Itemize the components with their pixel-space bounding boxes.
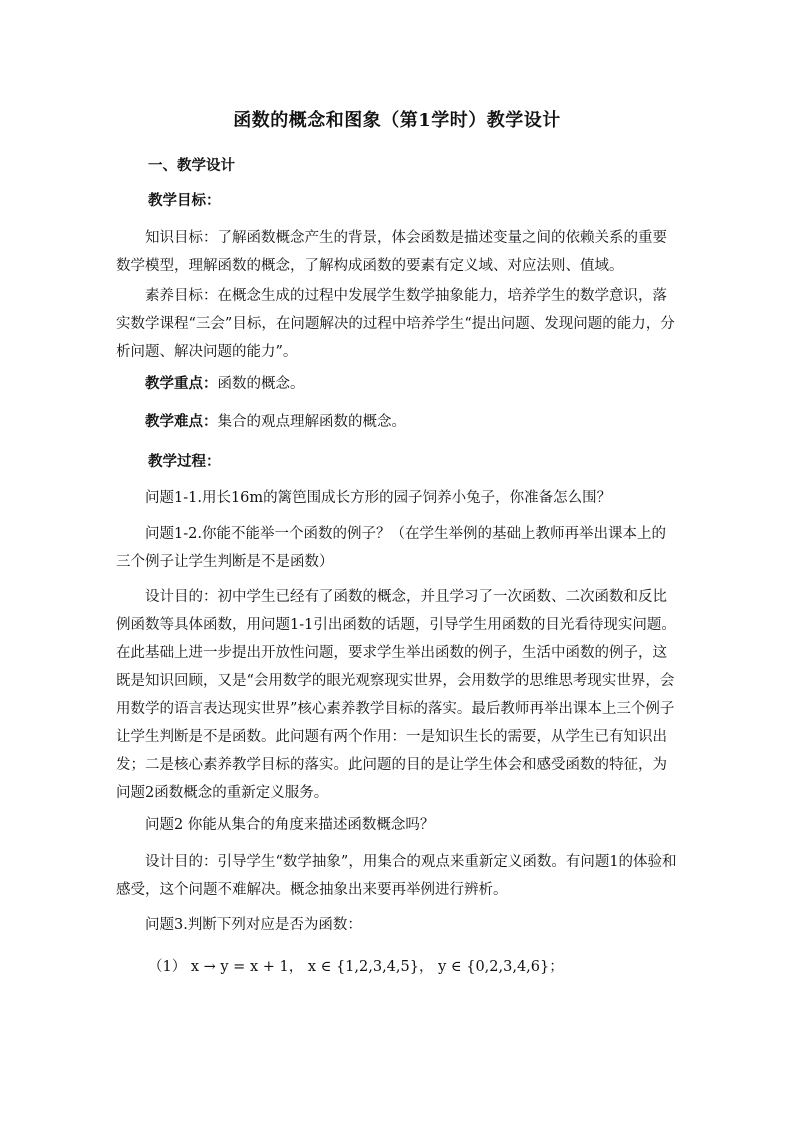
formula-line-1: （1） x → y = x + 1， x ∈ {1,2,3,4,5}， y ∈ {0,2,3,4,6}； xyxy=(148,959,564,975)
design-purpose-1: 设计目的：初中学生已经有了函数的概念，并且学习了一次函数、二次函数和反比例函数等具体函数，用问题1-1引出函数的话题，引导学生用函数的目光看待现实问题。在此基础上进一步提出开放性问题，要求学生举出函数的例子，生活中函数的例子，这既是知识回顾，又是“会用数学的眼光观察现实世界，会用数学的思维思考现实世界，会用数学的语言表达现实世界”核心素养教学目标的落实。最后教师再举出课本上三个例子让学生判断是不是函数。此问题有两个作用：一是知识生长的需要，从学生已有知识出发；二是核心素养教学目标的落实。此问题的目的是让学生体会和感受函数的特征，为问题2函数概念的重新定义服务。 xyxy=(116,589,676,801)
section-heading: 一、教学设计 xyxy=(148,157,235,174)
process-heading: 教学过程： xyxy=(148,453,221,470)
key-point-text: 函数的概念。 xyxy=(217,376,305,392)
difficulty-label: 教学难点： xyxy=(145,413,218,430)
knowledge-goal-paragraph: 知识目标：了解函数概念产生的背景，体会函数是描述变量之间的依赖关系的重要数学模型，理解函数的概念，了解构成函数的要素有定义域、对应法则、值域。 xyxy=(116,230,667,274)
difficulty-paragraph xyxy=(116,408,678,436)
key-point-label: 教学重点： xyxy=(145,375,218,392)
difficulty-text: 集合的观点理解函数的概念。 xyxy=(217,414,406,430)
objectives-heading: 教学目标： xyxy=(148,192,221,209)
question-3: 问题3.判断下列对应是否为函数： xyxy=(145,917,362,933)
question-1-2: 问题1-2.你能不能举一个函数的例子？（在学生举例的基础上教师再举出课本上的三个例子让学生判断是不是函数） xyxy=(116,526,666,570)
key-point-paragraph xyxy=(116,370,678,398)
question-2: 问题2 你能从集合的角度来描述函数概念吗？ xyxy=(145,817,435,833)
literacy-goal-paragraph: 素养目标：在概念生成的过程中发展学生数学抽象能力，培养学生的数学意识，落实数学课程“三会”目标，在问题解决的过程中培养学生“提出问题、发现问题的能力，分析问题、解决问题的能力”。 xyxy=(116,288,675,360)
document-title: 函数的概念和图象（第1学时）教学设计 xyxy=(233,110,561,131)
design-purpose-2: 设计目的：引导学生“数学抽象”，用集合的观点来重新定义函数。有问题1的体验和感受，这个问题不难解决。概念抽象出来要再举例进行辨析。 xyxy=(116,854,677,898)
question-1-1: 问题1-1.用长16m的篱笆围成长方形的园子饲养小兔子，你准备怎么围？ xyxy=(145,490,612,506)
